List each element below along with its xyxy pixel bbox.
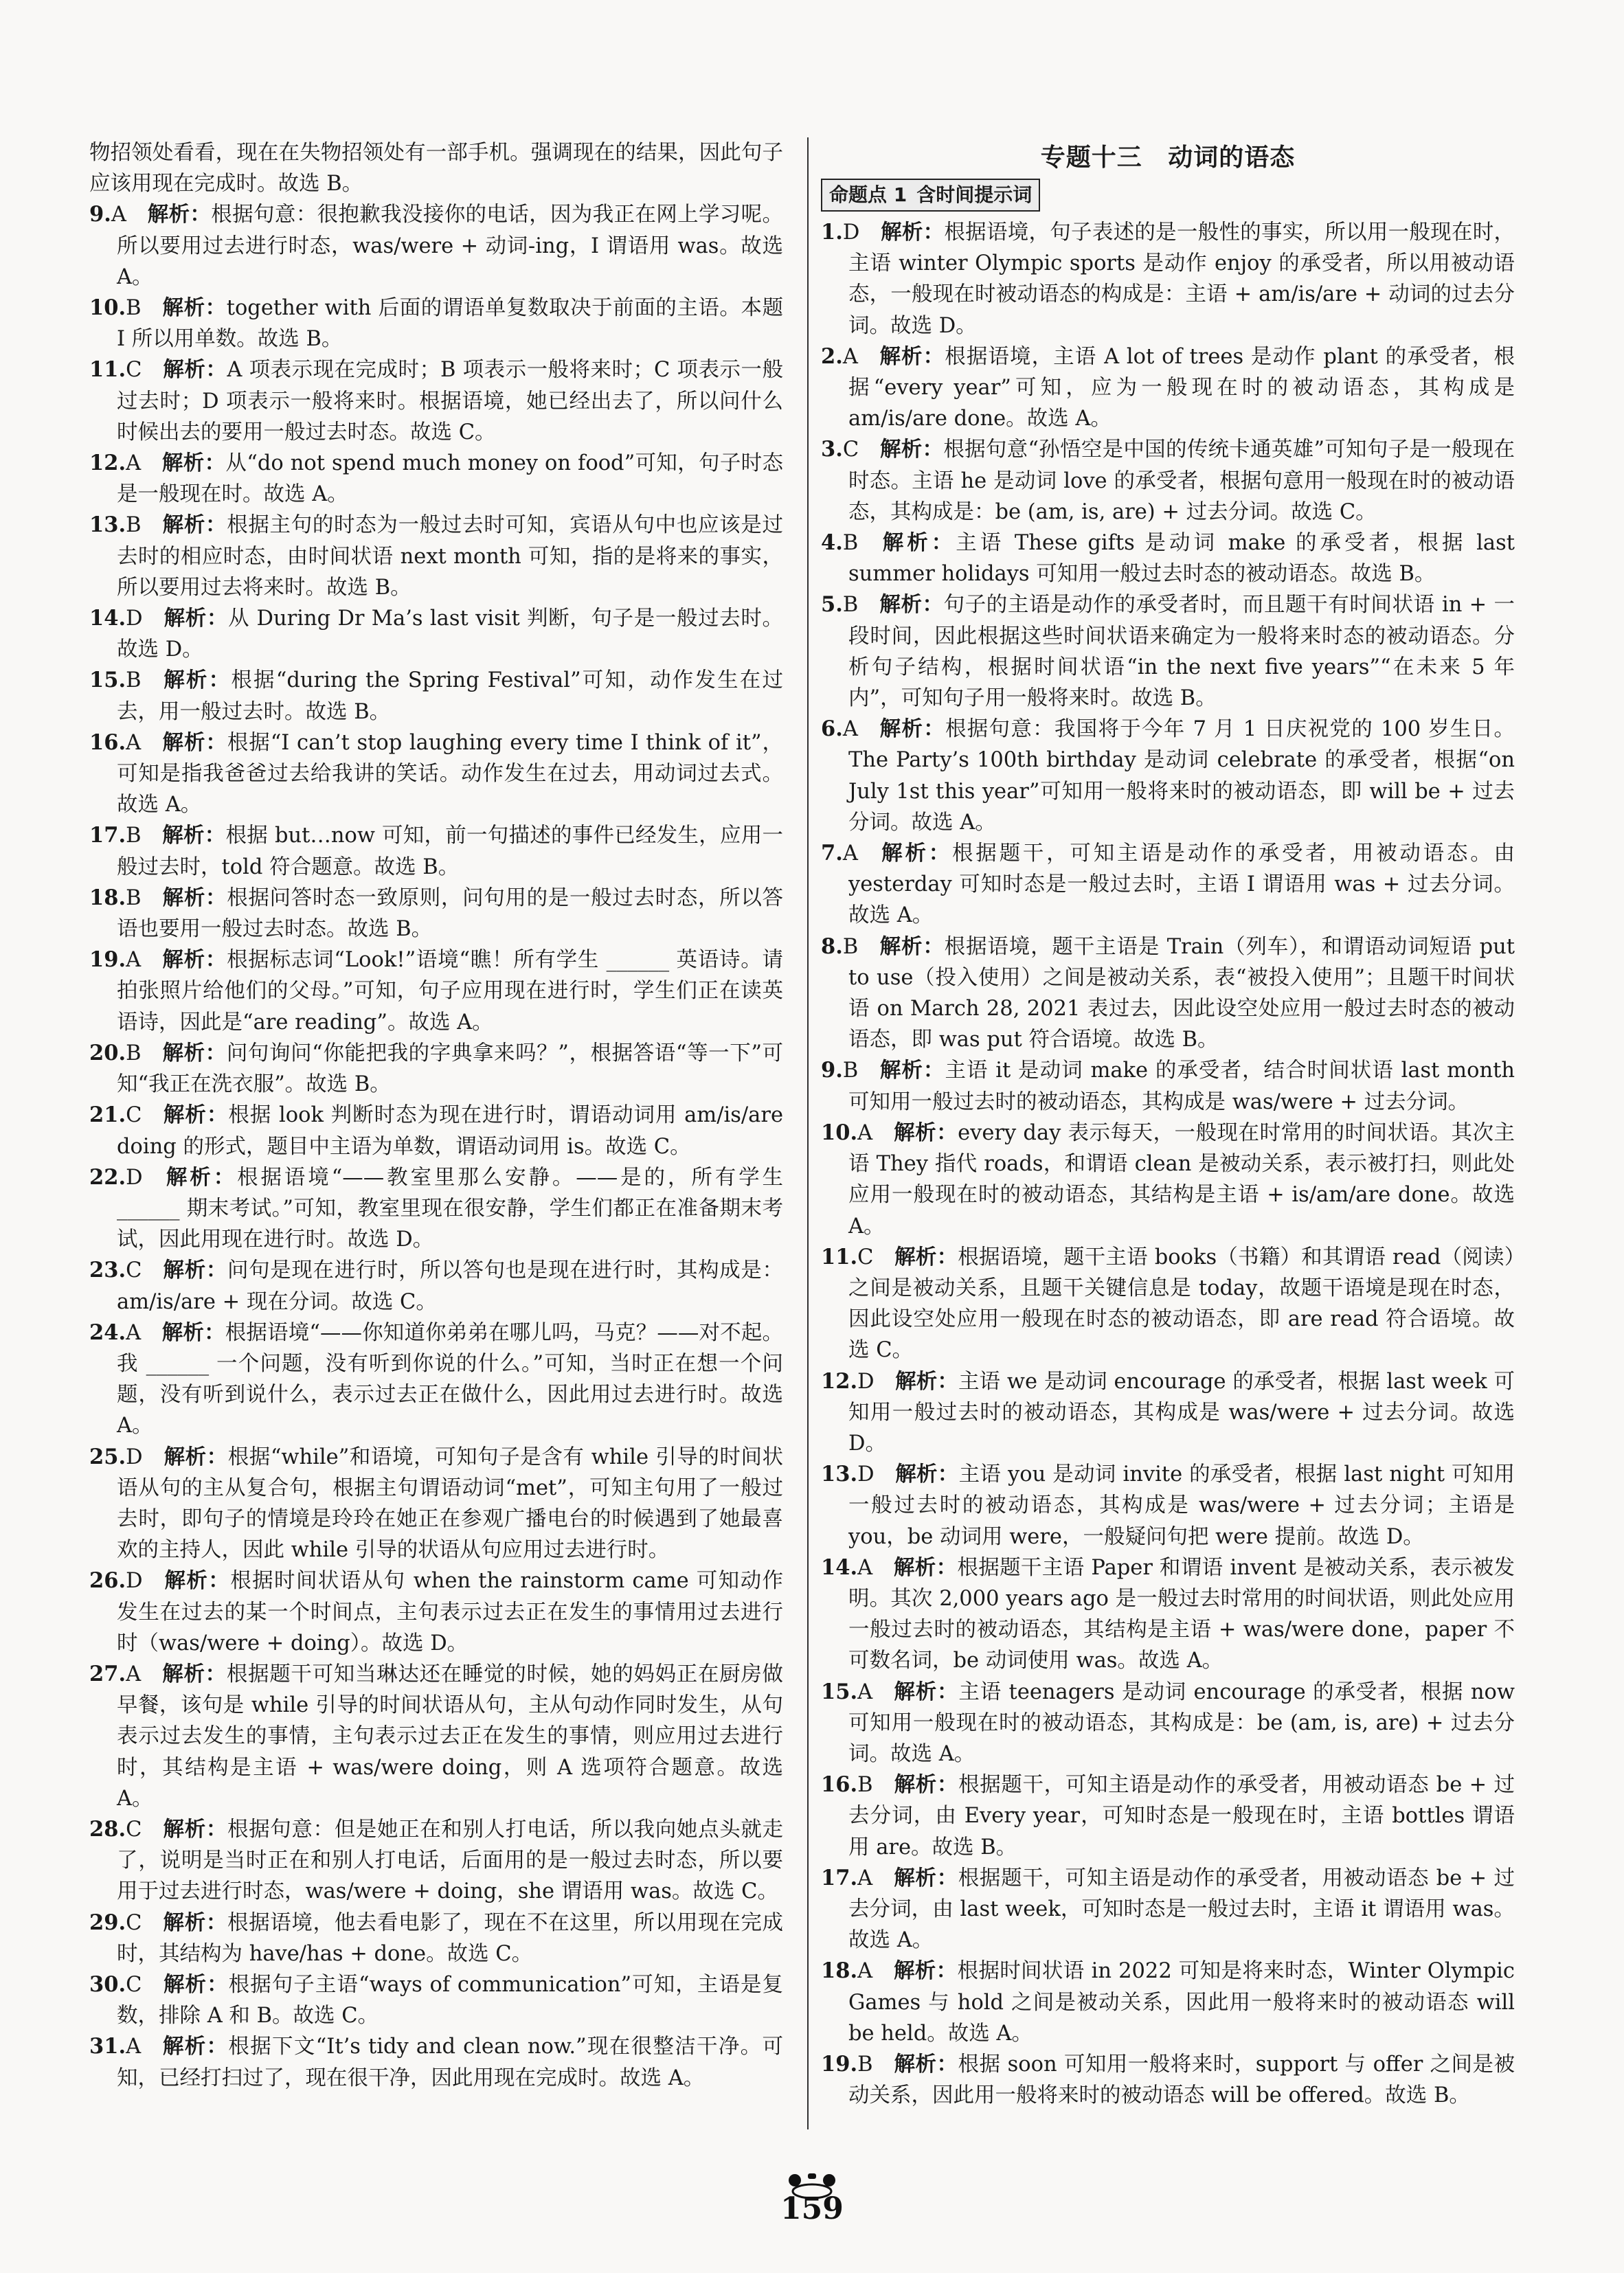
analysis-text: 问句询问“你能把我的字典拿来吗？”，根据答语“等一下”可知“我正在洗衣服”。故选 B。	[117, 1041, 783, 1097]
analysis-label: 解析：	[895, 1462, 959, 1487]
analysis-text: 主语 These gifts 是动词 make 的承受者，根据 last summer holidays 可知用一般过去时态的被动语态。故选 B。	[848, 531, 1515, 587]
answer-entry	[821, 714, 1515, 838]
continued-text	[89, 137, 783, 199]
answer-letter: D	[126, 1569, 143, 1594]
analysis-label: 解析：	[879, 437, 944, 462]
answer-letter: B	[842, 593, 859, 618]
answer-letter: B	[857, 2052, 873, 2077]
question-number: 14.	[821, 1554, 858, 1580]
analysis-label: 解析：	[161, 730, 227, 755]
answer-entry	[89, 1038, 783, 1100]
analysis-text: 根据“while”和语境，可知句子是含有 while 引导的时间状语从句的主从复合句，根据主句谓语动词“met”，可知主句用了一般过去时，即句子的情境是玲玲在她正在参观广播电台的时候遇到了她最喜欢的主持人，因此 while 引导的状语从句应用过去进行时。	[117, 1445, 783, 1563]
question-number: 14.	[89, 606, 126, 631]
answer-entry	[89, 603, 783, 665]
analysis-label: 解析：	[879, 343, 945, 369]
question-number: 10.	[89, 295, 126, 321]
topic-tag-point: 命题点 1	[829, 183, 907, 206]
question-number: 16.	[821, 1772, 858, 1798]
question-number: 9.	[821, 1058, 843, 1083]
analysis-label: 解析：	[879, 592, 944, 618]
analysis-text: 根据标志词“Look!”语境“瞧！所有学生 ______ 英语诗。请拍张照片给他们的父母。”可知，句子应用现在进行时，学生们正在读英语诗，因此是“are reading”。故选 A。	[117, 948, 783, 1034]
answer-letter: A	[126, 2035, 142, 2059]
answer-entry	[89, 1162, 783, 1256]
analysis-text: 根据题干，可知主语是动作的承受者，用被动语态 be + 过去分词，由 Every year，可知时态是一般现在时，主语 bottles 谓语用 are。故选 B。	[848, 1773, 1515, 1859]
analysis-text: 根据时间状语从句 when the rainstorm came 可知动作发生在过去的某一个时间点，主句表示过去正在发生的事情用过去进行时（was/were + doing）。故选 D。	[117, 1569, 783, 1655]
analysis-label: 解析：	[161, 823, 226, 848]
analysis-label: 解析：	[162, 1971, 229, 1997]
answer-entry	[89, 2031, 783, 2093]
answer-entry	[821, 434, 1515, 528]
analysis-text: 根据语境，句子表述的是一般性的事实，所以用一般现在时，主语 winter Olympic sports 是动作 enjoy 的承受者，所以用被动语态，一般现在时被动语态的构成是：主语 + am/is/are + 动词的过去分词。故选 D。	[848, 220, 1515, 338]
question-number: 11.	[89, 357, 126, 383]
analysis-label: 解析：	[147, 202, 212, 227]
answer-entry	[821, 217, 1515, 341]
answer-entry	[89, 1255, 783, 1317]
question-number: 31.	[89, 2034, 126, 2059]
answer-letter: A	[126, 1662, 142, 1686]
answer-letter: B	[842, 531, 859, 556]
analysis-text: together with 后面的谓语单复数取决于前面的主语。本题 I 所以用单数。故选 B。	[117, 296, 784, 352]
analysis-text: 根据语境“——你知道你弟弟在哪儿吗，马克？——对不起。我 ______ 一个问题，没有听到你说的什么。”可知，当时正在想一个问题，没有听到说什么，表示过去正在做什么，因此用过去进行时。故选 A。	[117, 1320, 783, 1438]
answer-entry	[89, 1565, 783, 1659]
answer-letter: B	[126, 668, 142, 693]
analysis-label: 解析：	[161, 295, 227, 321]
answer-letter: A	[857, 1959, 873, 1984]
answer-entry	[821, 1863, 1515, 1956]
question-number: 11.	[821, 1244, 858, 1269]
analysis-text: 根据句意：但是她正在和别人打电话，所以我向她点头就走了，说明是当时正在和别人打电话，后面用的是一般过去时态，所以要用于过去进行时态，was/were + doing，she 谓语用 was。故选 C。	[117, 1817, 784, 1904]
answer-entry	[821, 838, 1515, 931]
analysis-label: 解析：	[163, 606, 229, 631]
answer-letter: C	[126, 1972, 142, 1997]
answer-letter: C	[857, 1245, 874, 1269]
question-number: 20.	[89, 1040, 126, 1065]
question-number: 21.	[89, 1102, 126, 1128]
question-number: 22.	[89, 1164, 126, 1190]
answer-entry	[89, 1908, 783, 1969]
topic-tag-label: 含时间提示词	[916, 183, 1033, 206]
question-number: 15.	[821, 1679, 858, 1704]
analysis-label: 解析：	[161, 885, 227, 910]
question-number: 28.	[89, 1816, 126, 1842]
analysis-label: 解析：	[879, 934, 945, 959]
analysis-text: 根据题干主语 Paper 和谓语 invent 是被动关系，表示被发明。其次 2,000 years ago 是一般过去时常用的时间状语，则此处应用一般过去时的被动语态，其结构是主语 + was/were done，paper 不可数名词，be 动词使用 was。故选 A。	[848, 1555, 1515, 1673]
question-number: 3.	[821, 437, 843, 462]
answer-entry	[821, 1242, 1515, 1366]
answer-entry	[89, 1814, 783, 1908]
answer-entry	[89, 354, 783, 448]
answer-letter: B	[842, 1059, 859, 1083]
question-number: 1.	[821, 220, 843, 245]
analysis-label: 解析：	[880, 220, 945, 245]
analysis-label: 解析：	[163, 1444, 228, 1469]
answer-entry	[89, 665, 783, 727]
left-column	[89, 137, 783, 2094]
question-number: 12.	[89, 451, 126, 476]
answer-letter: D	[126, 607, 143, 631]
question-number: 7.	[821, 841, 843, 866]
analysis-label: 解析：	[161, 1040, 227, 1065]
section-title-number: 专题十三	[1040, 144, 1142, 172]
analysis-text: 根据 soon 可知用一般将来时，support 与 offer 之间是被动关系，因此用一般将来时的被动语态 will be offered。故选 B。	[848, 2052, 1515, 2108]
answer-entry	[821, 931, 1515, 1056]
analysis-text: 从“do not spend much money on food”可知，句子时态是一般现在时。故选 A。	[117, 451, 783, 507]
answer-entry	[89, 1318, 783, 1442]
question-number: 26.	[89, 1568, 126, 1594]
question-number: 12.	[821, 1368, 858, 1394]
analysis-label: 解析：	[161, 1320, 225, 1345]
analysis-text: 物招领处看看，现在在失物招领处有一部手机。强调现在的结果，因此句子应该用现在完成时。故选 B。	[89, 141, 783, 196]
question-number: 13.	[821, 1462, 858, 1487]
answer-letter: B	[126, 296, 142, 321]
topic-tag	[821, 179, 1040, 212]
analysis-label: 解析：	[163, 1568, 231, 1594]
question-number: 18.	[821, 1958, 858, 1984]
analysis-text: 根据下文“It’s tidy and clean now.”现在很整洁干净。可知，已经打扫过了，现在很干净，因此用现在完成时。故选 A。	[117, 2035, 784, 2090]
answer-letter: B	[857, 1773, 873, 1798]
answer-letter: A	[857, 1866, 873, 1890]
page-number-badge	[767, 2171, 857, 2239]
analysis-text: 根据语境“——教室里那么安静。——是的，所有学生 ______ 期末考试。”可知，教室里现在很安静，学生们都正在准备期末考试，因此用现在进行时。故选 D。	[117, 1165, 783, 1252]
answer-letter: A	[842, 717, 858, 742]
answer-letter: A	[126, 451, 142, 476]
answer-letter: C	[842, 438, 859, 462]
answer-entry	[821, 1677, 1515, 1770]
analysis-text: 主语 teenagers 是动词 encourage 的承受者，根据 now 可知用一般现在时的被动语态，其构成是：be (am, is, are) + 过去分词。故选 A。	[848, 1680, 1515, 1766]
analysis-text: 主语 it 是动词 make 的承受者，结合时间状语 last month 可知用一般过去时的被动语态，其构成是 was/were + 过去分词。	[848, 1059, 1515, 1114]
analysis-label: 解析：	[879, 716, 945, 742]
analysis-label: 解析：	[162, 1816, 227, 1842]
answer-entry	[89, 727, 783, 821]
answer-letter: D	[842, 220, 860, 245]
answer-entry	[821, 1055, 1515, 1117]
analysis-text: 根据语境，题干主语是 Train（列车），和谓语动词短语 put to use（投入使用）之间是被动关系，表“被投入使用”；且题干时间状语 on March 28, 2021 表过去，因此设空处应用一般过去时态的被动语态，即 was put 符合语境。故选 B。	[848, 934, 1515, 1052]
answer-entry	[821, 1366, 1515, 1460]
analysis-label: 解析：	[895, 1368, 958, 1394]
answer-entry	[89, 199, 783, 293]
question-number: 19.	[89, 947, 126, 973]
analysis-label: 解析：	[893, 2051, 958, 2077]
question-number: 17.	[89, 823, 126, 848]
question-number: 27.	[89, 1661, 126, 1686]
analysis-text: 根据句意：很抱歉我没接你的电话，因为我正在网上学习呢。所以要用过去进行时态，was/were + 动词-ing，I 谓语用 was。故选 A。	[117, 203, 784, 289]
answer-entry	[821, 528, 1515, 589]
answer-entry	[89, 883, 783, 945]
answer-entry	[821, 589, 1515, 714]
answer-letter: C	[126, 1258, 142, 1283]
analysis-label: 解析：	[161, 2034, 229, 2059]
analysis-label: 解析：	[161, 1661, 227, 1686]
answer-letter: A	[857, 1555, 873, 1580]
answer-entry	[821, 1552, 1515, 1677]
question-number: 2.	[821, 343, 843, 369]
analysis-text: 主语 you 是动词 invite 的承受者，根据 last night 可知用一般过去时的被动语态，其构成是 was/were + 过去分词；主语是 you，be 动词用 were，一般疑问句把 were 提前。故选 D。	[848, 1462, 1515, 1549]
question-number: 23.	[89, 1258, 126, 1283]
analysis-label: 解析：	[893, 1679, 959, 1704]
analysis-label: 解析：	[879, 841, 953, 866]
answer-letter: A	[842, 344, 858, 369]
analysis-label: 解析：	[161, 512, 227, 538]
question-number: 25.	[89, 1444, 126, 1469]
right-column	[821, 137, 1515, 2111]
question-number: 24.	[89, 1320, 126, 1345]
answer-entry	[89, 1442, 783, 1566]
question-number: 5.	[821, 592, 843, 618]
answer-letter: A	[126, 730, 142, 755]
question-number: 17.	[821, 1865, 858, 1890]
analysis-text: 根据 look 判断时态为现在进行时，谓语动词用 am/is/are doing 的形式，题目中主语为单数，谓语动词用 is。故选 C。	[117, 1103, 783, 1159]
answer-letter: A	[842, 841, 858, 866]
question-number: 8.	[821, 934, 843, 959]
answer-letter: A	[126, 1320, 142, 1345]
answer-entry	[821, 2049, 1515, 2111]
analysis-text: 根据语境，主语 A lot of trees 是动作 plant 的承受者，根据“every year”可知，应为一般现在时的被动语态，其构成是 am/is/are done。故选 A。	[848, 344, 1515, 431]
answer-entry	[89, 820, 783, 882]
analysis-text: A 项表示现在完成时；B 项表示一般将来时；C 项表示一般过去时；D 项表示一般将来时。根据语境，她已经出去了，所以问什么时候出去的要用一般过去时态。故选 C。	[117, 358, 783, 444]
answer-letter: A	[857, 1120, 873, 1145]
analysis-text: 从 During Dr Ma’s last visit 判断，句子是一般过去时。故选 D。	[117, 607, 783, 662]
analysis-text: 句子的主语是动作的承受者时，而且题干有时间状语 in + 一段时间，因此根据这些时间状语来确定为一般将来时态的被动语态。分析句子结构，根据时间状语“in the next five years”“在未来 5 年内”，可知句子用一般将来时。故选 B。	[848, 593, 1515, 711]
analysis-text: 根据“I can’t stop laughing every time I think of it”，可知是指我爸爸过去给我讲的笑话。动作发生在过去，用动词过去式。故选 A。	[117, 730, 783, 817]
answer-entry	[821, 1459, 1515, 1552]
answer-letter: B	[842, 934, 859, 959]
answer-entry	[89, 293, 783, 354]
answer-entry	[89, 945, 783, 1038]
answer-entry	[821, 1769, 1515, 1863]
analysis-text: 根据句意“孙悟空是中国的传统卡通英雄”可知句子是一般现在时态。主语 he 是动词 love 的承受者，根据句意用一般现在时的被动语态，其构成是：be (am, is, are) + 过去分词。故选 C。	[848, 438, 1515, 524]
answer-letter: B	[126, 513, 142, 538]
answer-letter: D	[126, 1445, 143, 1469]
analysis-text: 问句是现在进行时，所以答句也是现在进行时，其构成是：am/is/are + 现在分词。故选 C。	[117, 1258, 784, 1314]
analysis-label: 解析：	[162, 1258, 227, 1283]
answer-letter: C	[126, 1103, 142, 1128]
question-number: 29.	[89, 1910, 126, 1935]
analysis-label: 解析：	[879, 1058, 945, 1083]
question-number: 18.	[89, 885, 126, 910]
analysis-text: every day 表示每天，一般现在时常用的时间状语。其次主语 They 指代 roads，和谓语 clean 是被动关系，表示被打扫，则此处应用一般现在时的被动语态，其结构是主语 + is/am/are done。故选 A。	[848, 1120, 1515, 1239]
question-number: 9.	[89, 202, 111, 227]
answer-entry	[89, 1659, 783, 1814]
answer-entry	[821, 1118, 1515, 1242]
answer-entry	[821, 1956, 1515, 2049]
analysis-label: 解析：	[163, 1164, 238, 1190]
question-number: 10.	[821, 1120, 858, 1145]
analysis-label: 解析：	[893, 1554, 958, 1580]
answer-letter: C	[126, 358, 142, 383]
answer-entry	[89, 510, 783, 603]
section-title	[821, 137, 1515, 179]
question-number: 13.	[89, 512, 126, 538]
question-number: 30.	[89, 1971, 126, 1997]
answer-letter: D	[857, 1462, 875, 1487]
answer-letter: D	[857, 1369, 875, 1394]
answer-entry	[89, 1969, 783, 2031]
analysis-text: 根据题干，可知主语是动作的承受者，用被动语态 be + 过去分词，由 last week，可知时态是一般过去时，主语 it 谓语用 was。故选 A。	[848, 1866, 1515, 1953]
analysis-label: 解析：	[161, 947, 227, 973]
answer-letter: D	[126, 1165, 143, 1190]
answer-entry	[89, 448, 783, 510]
answer-letter: B	[126, 1041, 142, 1065]
question-number: 4.	[821, 530, 843, 556]
answer-entry	[89, 1100, 783, 1162]
analysis-text: 根据题干，可知主语是动作的承受者，用被动语态。由 yesterday 可知时态是一般过去时，主语 I 谓语用 was + 过去分词。故选 A。	[848, 841, 1515, 928]
answer-letter: C	[126, 1817, 142, 1842]
analysis-label: 解析：	[162, 1910, 227, 1935]
column-divider	[807, 137, 809, 2129]
analysis-label: 解析：	[162, 1102, 229, 1128]
answer-letter: C	[126, 1910, 142, 1935]
question-number: 19.	[821, 2051, 858, 2077]
analysis-label: 解析：	[893, 1772, 959, 1798]
question-number: 16.	[89, 730, 126, 755]
answer-entry	[821, 341, 1515, 435]
analysis-text: 根据句子主语“ways of communication”可知，主语是复数，排除 A 和 B。故选 C。	[117, 1972, 784, 2028]
analysis-text: 根据语境，他去看电影了，现在不在这里，所以用现在完成时，其结构为 have/has + done。故选 C。	[117, 1910, 784, 1966]
section-title-topic: 动词的语态	[1168, 144, 1296, 172]
analysis-text: 根据 but…now 可知，前一句描述的事件已经发生，应用一般过去时，told 符合题意。故选 B。	[117, 824, 783, 879]
analysis-text: 根据时间状语 in 2022 可知是将来时态，Winter Olympic Games 与 hold 之间是被动关系，因此用一般将来时的被动语态 will be held。故选 A。	[848, 1959, 1515, 2046]
analysis-text: 根据句意：我国将于今年 7 月 1 日庆祝党的 100 岁生日。The Party’s 100th birthday 是动词 celebrate 的承受者，根据“on July 1st this year”可知用一般将来时的被动语态，即 will be + 过去分词。故选 A。	[848, 717, 1515, 835]
question-number: 15.	[89, 668, 126, 693]
analysis-text: 根据问答时态一致原则，问句用的是一般过去时态，所以答语也要用一般过去时态。故选 B。	[117, 885, 784, 942]
analysis-label: 解析：	[161, 451, 226, 476]
answer-letter: A	[111, 203, 126, 227]
analysis-text: 主语 we 是动词 encourage 的承受者，根据 last week 可知用一般过去时的被动语态，其构成是 was/were + 过去分词。故选 D。	[848, 1369, 1515, 1456]
answer-letter: A	[126, 948, 142, 973]
answer-letter: A	[857, 1680, 873, 1704]
analysis-text: 根据题干可知当琳达还在睡觉的时候，她的妈妈正在厨房做早餐，该句是 while 引导的时间状语从句，主从句动作同时发生，从句表示过去发生的事情，主句表示过去正在发生的事情，则应用过去进行时，其结构是主语 + was/were doing，则 A 选项符合题意。故选 A。	[117, 1662, 784, 1811]
analysis-label: 解析：	[893, 1120, 958, 1145]
answer-letter: B	[126, 824, 142, 848]
page-number: 159	[780, 2191, 844, 2226]
answer-letter: B	[126, 885, 142, 910]
analysis-label: 解析：	[893, 1958, 958, 1984]
question-number: 6.	[821, 716, 843, 742]
analysis-text: 根据主句的时态为一般过去时可知，宾语从句中也应该是过去时的相应时态，由时间状语 next month 可知，指的是将来的事实，所以要用过去将来时。故选 B。	[117, 513, 784, 600]
analysis-label: 解析：	[162, 357, 227, 383]
analysis-text: 根据“during the Spring Festival”可知，动作发生在过去，用一般过去时。故选 B。	[117, 668, 784, 724]
analysis-label: 解析：	[893, 1865, 958, 1890]
analysis-label: 解析：	[161, 668, 232, 693]
analysis-text: 根据语境，题干主语 books（书籍）和其谓语 read（阅读）之间是被动关系，且题干关键信息是 today，故题干语境是现在时态，因此设空处应用一般现在时态的被动语态，即 are read 符合语境。故选 C。	[848, 1245, 1515, 1363]
analysis-label: 解析：	[879, 530, 956, 556]
analysis-label: 解析：	[894, 1244, 958, 1269]
